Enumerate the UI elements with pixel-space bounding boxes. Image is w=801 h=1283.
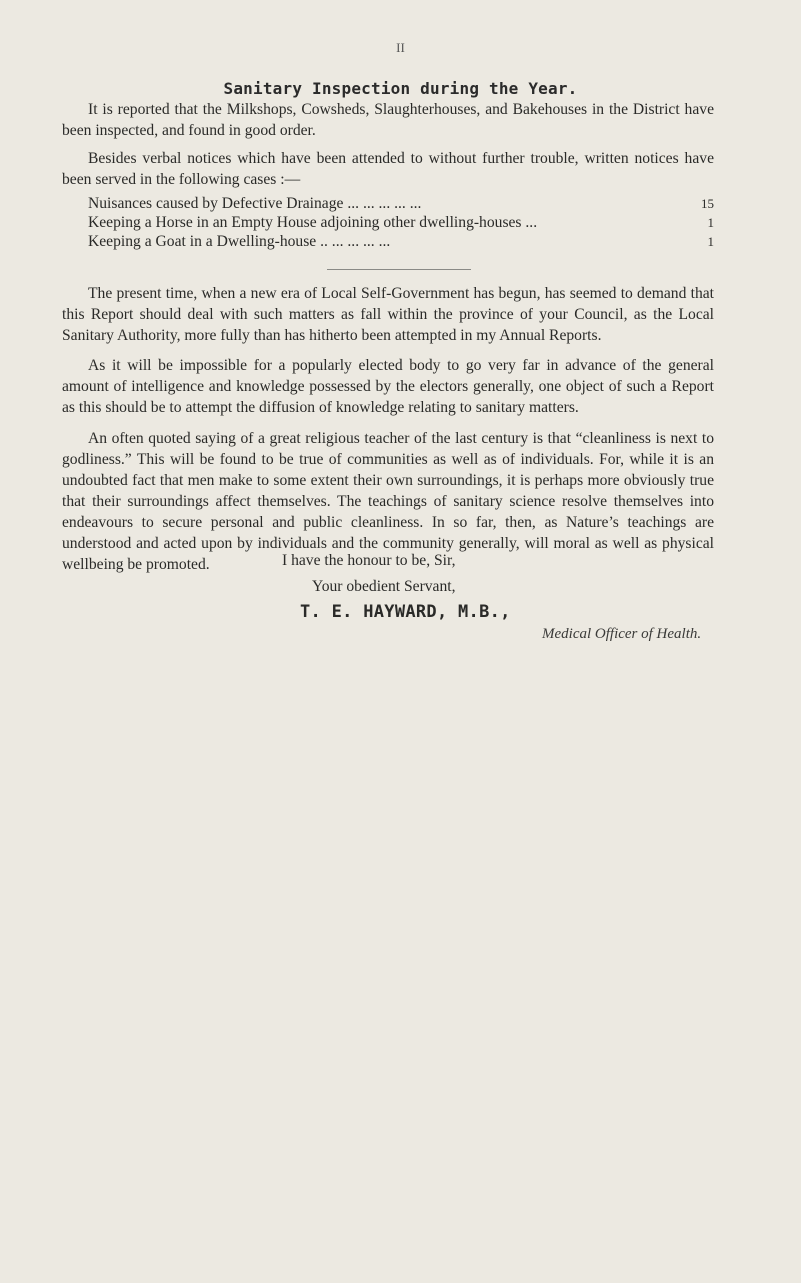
case-count: 15 (701, 196, 714, 211)
page-number: II (396, 40, 405, 55)
list-item (88, 194, 714, 213)
signature-name: T. E. HAYWARD, M.B., (300, 602, 511, 622)
list-item (88, 232, 714, 251)
section-divider (327, 269, 471, 270)
case-count: 1 (707, 234, 714, 249)
case-label: Nuisances caused by Defective Drainage ... ... ... ... ... (88, 195, 422, 212)
section-heading: Sanitary Inspection during the Year. (223, 79, 578, 98)
list-item (88, 213, 714, 232)
paragraph-notices: Besides verbal notices which have been attended to without further trouble, written notices have been served in the following cases :— (62, 150, 714, 188)
case-label: Keeping a Horse in an Empty House adjoining other dwelling-houses ... (88, 214, 538, 231)
notice-cases-list (88, 194, 714, 251)
paragraph-cleanliness: An often quoted saying of a great religious teacher of the last century is that “cleanliness is next to godliness.” This will be found to be true of communities as well as of individuals. For, while it is an undoubted fact that men make to some extent their own surroundings, it is perhaps more obviously true that their surroundings affect themselves. The teachings of sanitary science resolve themselves into endeavours to secure personal and public cleanliness. In so far, then, as Nature’s teachings are understood and acted upon by individuals and the community generally, will moral as well as physical wellbeing be promoted. (62, 430, 714, 573)
closing-line-2: Your obedient Servant, (312, 578, 456, 595)
paragraph-self-government: The present time, when a new era of Local Self-Government has begun, has seemed to demand that this Report should deal with such matters as fall within the province of your Council, as the Local Sanitary Authority, more fully than has hitherto been attempted in my Annual Reports. (62, 285, 714, 344)
paragraph-inspection: It is reported that the Milkshops, Cowsheds, Slaughterhouses, and Bakehouses in the District have been inspected, and found in good order. (62, 101, 714, 139)
paragraph-knowledge: As it will be impossible for a popularly elected body to go very far in advance of the general amount of intelligence and knowledge possessed by the electors generally, one object of such a Report as this should be to attempt the diffusion of knowledge relating to sanitary matters. (62, 357, 714, 416)
signature-designation: Medical Officer of Health. (542, 626, 702, 642)
case-label: Keeping a Goat in a Dwelling-house .. ... ... ... ... (88, 233, 391, 250)
case-count: 1 (707, 215, 714, 230)
closing-line-1: I have the honour to be, Sir, (282, 552, 456, 569)
